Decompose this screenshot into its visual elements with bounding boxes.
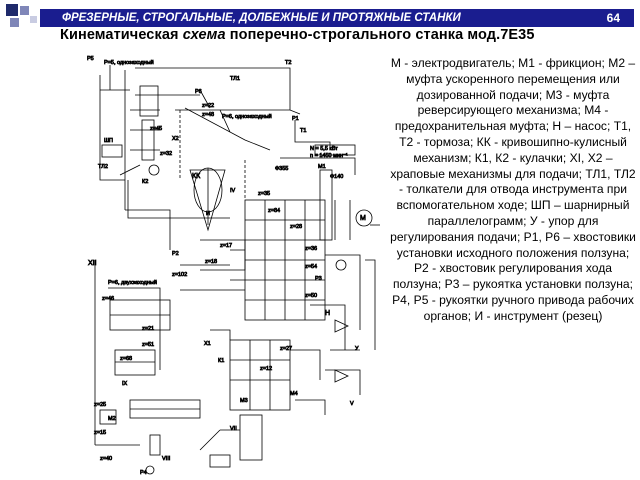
deco-square: [30, 16, 37, 23]
label-z40: z=40: [100, 456, 113, 462]
label-m3: М3: [240, 398, 248, 404]
label-v: V: [350, 401, 354, 407]
deco-square: [10, 18, 19, 27]
label-tl2: ТЛ2: [98, 164, 108, 170]
label-t1: Т1: [300, 128, 307, 134]
label-iv: IV: [230, 188, 236, 194]
slide-title: [60, 27, 620, 43]
label-u: У: [355, 346, 359, 352]
label-p3: Р3: [315, 276, 322, 282]
label-f140: Ф140: [330, 174, 344, 180]
legend-paragraph: М - электродвигатель; М1 - фрикцион; М2 – муфта ускоренного перемещения или дозированной подачи; М3 - муфта реверсирующего механизма; М4 - предохранительная муфта; Н – насос; Т1, Т2 - тормоза; КК - кривошипно-кулисный механизм; К1, К2 - кулачки; ХI, Х2 – храповые механизмы для подачи; ТЛ1, ТЛ2 - толкатели для отвода инструмента при вспомогательном ходе; ШП – шарнирный параллелограмм; У - упор для регулирования подачи; Р1, Р6 – хвостовики установки исходного положения ползуна; Р2 - хвостовик регулирования хода ползуна; Р3 – рукоятка установки ползуна; Р4, Р5 - рукоятки ручного привода рабочих органов; И - инструмент (резец): [390, 56, 636, 323]
header-title: ФРЕЗЕРНЫЕ, СТРОГАЛЬНЫЕ, ДОЛБЕЖНЫЕ И ПРОТЯЖНЫЕ СТАНКИ: [62, 12, 461, 24]
label-motor-rpm: n = 1450 мин⁻¹: [310, 153, 348, 159]
deco-square: [20, 6, 29, 15]
label-h: Н: [325, 310, 331, 317]
label-motor-n: N = 5,5 кВт: [310, 146, 338, 152]
label-m: М: [360, 215, 366, 222]
label-ix: IX: [122, 381, 128, 387]
header-bar: [40, 9, 634, 27]
label-f355: Ф355: [275, 166, 289, 172]
label-z18: z=18: [205, 259, 218, 265]
label-shp: ШП: [104, 138, 113, 144]
kinematic-diagram-svg: [80, 50, 385, 478]
label-xii: XII: [88, 260, 97, 267]
label-z15: z=15: [94, 430, 107, 436]
label-z32: z=32: [160, 151, 173, 157]
page-number: 64: [606, 11, 620, 25]
label-p6: Р6: [195, 89, 202, 95]
label-z27: z=27: [280, 346, 293, 352]
label-z36: z=36: [305, 246, 318, 252]
label-z25: z=25: [94, 402, 107, 408]
label-z17: z=17: [220, 243, 233, 249]
label-x2: Х2: [172, 136, 179, 142]
label-p5: Р5: [87, 56, 94, 62]
label-z48: z=48: [202, 112, 215, 118]
legend-text: [390, 56, 636, 325]
label-k1: К1: [218, 358, 225, 364]
label-z21: z=21: [142, 326, 155, 332]
label-p5-note: Р=5, однозаходный: [104, 60, 154, 66]
label-z46: z=46: [102, 296, 115, 302]
label-z35: z=35: [258, 191, 271, 197]
deco-square: [6, 4, 18, 16]
slide-title-part: поперечно-строгального станка мод.7Е35: [225, 27, 535, 43]
label-z12: z=12: [260, 366, 273, 372]
label-z28: z=28: [290, 224, 303, 230]
label-z45: z=45: [150, 126, 163, 132]
label-p1: Р1: [292, 116, 299, 122]
label-p6-note: Р=6, однозаходный: [222, 114, 272, 120]
label-x1: X1: [204, 341, 211, 347]
label-kk: КК: [192, 173, 201, 180]
label-z22: z=22: [202, 103, 215, 109]
label-viii: VIII: [162, 456, 171, 462]
label-p2: Р2: [172, 251, 179, 257]
label-z50: z=50: [305, 293, 318, 299]
label-t2: Т2: [285, 60, 292, 66]
label-z54: z=54: [305, 264, 318, 270]
label-vii: VII: [230, 426, 237, 432]
slide-title-part: Кинематическая: [60, 27, 183, 43]
label-m4: М4: [290, 391, 298, 397]
kinematic-diagram: [80, 50, 385, 478]
label-k2: К2: [142, 179, 149, 185]
label-z84: z=84: [268, 208, 281, 214]
label-m1: М1: [318, 164, 326, 170]
label-i-tool: И: [206, 211, 210, 217]
label-m2: М2: [108, 416, 116, 422]
label-p6-dual: Р=6, двухзаходный: [108, 280, 157, 286]
slide-title-italic: схема: [182, 27, 226, 43]
label-p4: Р4: [140, 470, 147, 476]
label-tl1: ТЛ1: [230, 76, 240, 82]
label-z102: z=102: [172, 272, 188, 278]
label-z68: z=68: [120, 356, 133, 362]
label-z51: z=51: [142, 342, 155, 348]
